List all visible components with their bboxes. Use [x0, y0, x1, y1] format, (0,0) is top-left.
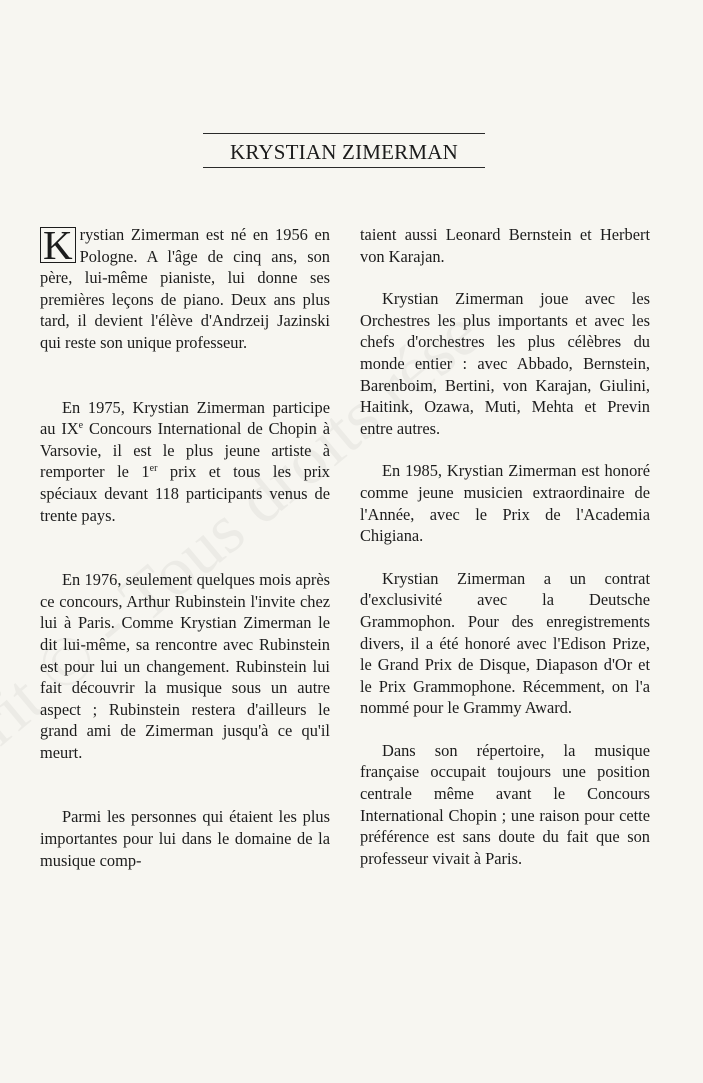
p1975-text-c: prix et tous les prix spéciaux devant 118 participants venus de trente pays.	[40, 462, 331, 525]
right-column	[360, 224, 650, 869]
paragraph-intro	[40, 224, 330, 354]
paragraph-personnes: Parmi les personnes qui étaient les plus importantes pour lui dans le domaine de la musique comp-	[40, 807, 330, 870]
drop-cap: K	[40, 227, 76, 263]
paragraph-1975	[40, 397, 330, 527]
paragraph-orchestres: Krystian Zimerman joue avec les Orchestres les plus importants et avec les chefs d'orchestres les plus célèbres du monde entier : avec Abbado, Bernstein, Barenboim, Bertini, von Karajan, Giulini, Haitink, Ozawa, Muti, Mehta et Previn entre autres.	[360, 289, 650, 438]
intro-text: rystian Zimerman est né en 1956 en Pologne. A l'âge de cinq ans, son père, lui-même pianiste, lui donne ses premières leçons de piano. Deux ans plus tard, il devient l'élève d'Andrzeij Jazinski qui reste son unique professeur.	[40, 225, 330, 352]
page-title: KRYSTIAN ZIMERMAN	[230, 140, 458, 164]
paragraph-continuation: taient aussi Leonard Bernstein et Herbert von Karajan.	[360, 225, 650, 266]
p1975-sup-e: e	[78, 420, 84, 432]
paragraph-repertoire: Dans son répertoire, la musique française occupait toujours une position centrale même avant le Concours International Chopin ; une raison pour cette préférence est sans doute du fait que son professeur vivait à Paris.	[360, 740, 650, 868]
p1975-text-b: Concours International de Chopin à Varsovie, il est le plus jeune artiste à remporter le 1	[40, 419, 330, 482]
paragraph-1976: En 1976, seulement quelques mois après ce concours, Arthur Rubinstein l'invite chez lui à Paris. Comme Krystian Zimerman le dit lui-même, sa rencontre avec Rubinstein est pour lui un changement. Rubinstein lui fait découvrir la musique sous un autre aspect ; Rubinstein restera d'ailleurs le grand ami de Zimerman jusqu'à ce qu'il meurt.	[40, 570, 330, 762]
p1975-sup-er: er	[149, 463, 158, 475]
paragraph-1985: En 1985, Krystian Zimerman est honoré comme jeune musicien extraordinaire de l'Année, avec le Prix de l'Academia Chigiana.	[360, 461, 650, 546]
p1975-text-a: En 1975, Krystian Zimerman participe au IX	[40, 397, 330, 439]
title-block	[203, 133, 485, 168]
left-column	[40, 224, 330, 871]
paragraph-contrat: Krystian Zimerman a un contrat d'exclusivité avec la Deutsche Grammophon. Pour des enregistrements divers, il a été honoré avec l'Edison Prize, le Grand Prix de Disque, Diapason d'Or et le Prix Grammophone. Récemment, on l'a nommé pour le Grammy Award.	[360, 568, 650, 718]
